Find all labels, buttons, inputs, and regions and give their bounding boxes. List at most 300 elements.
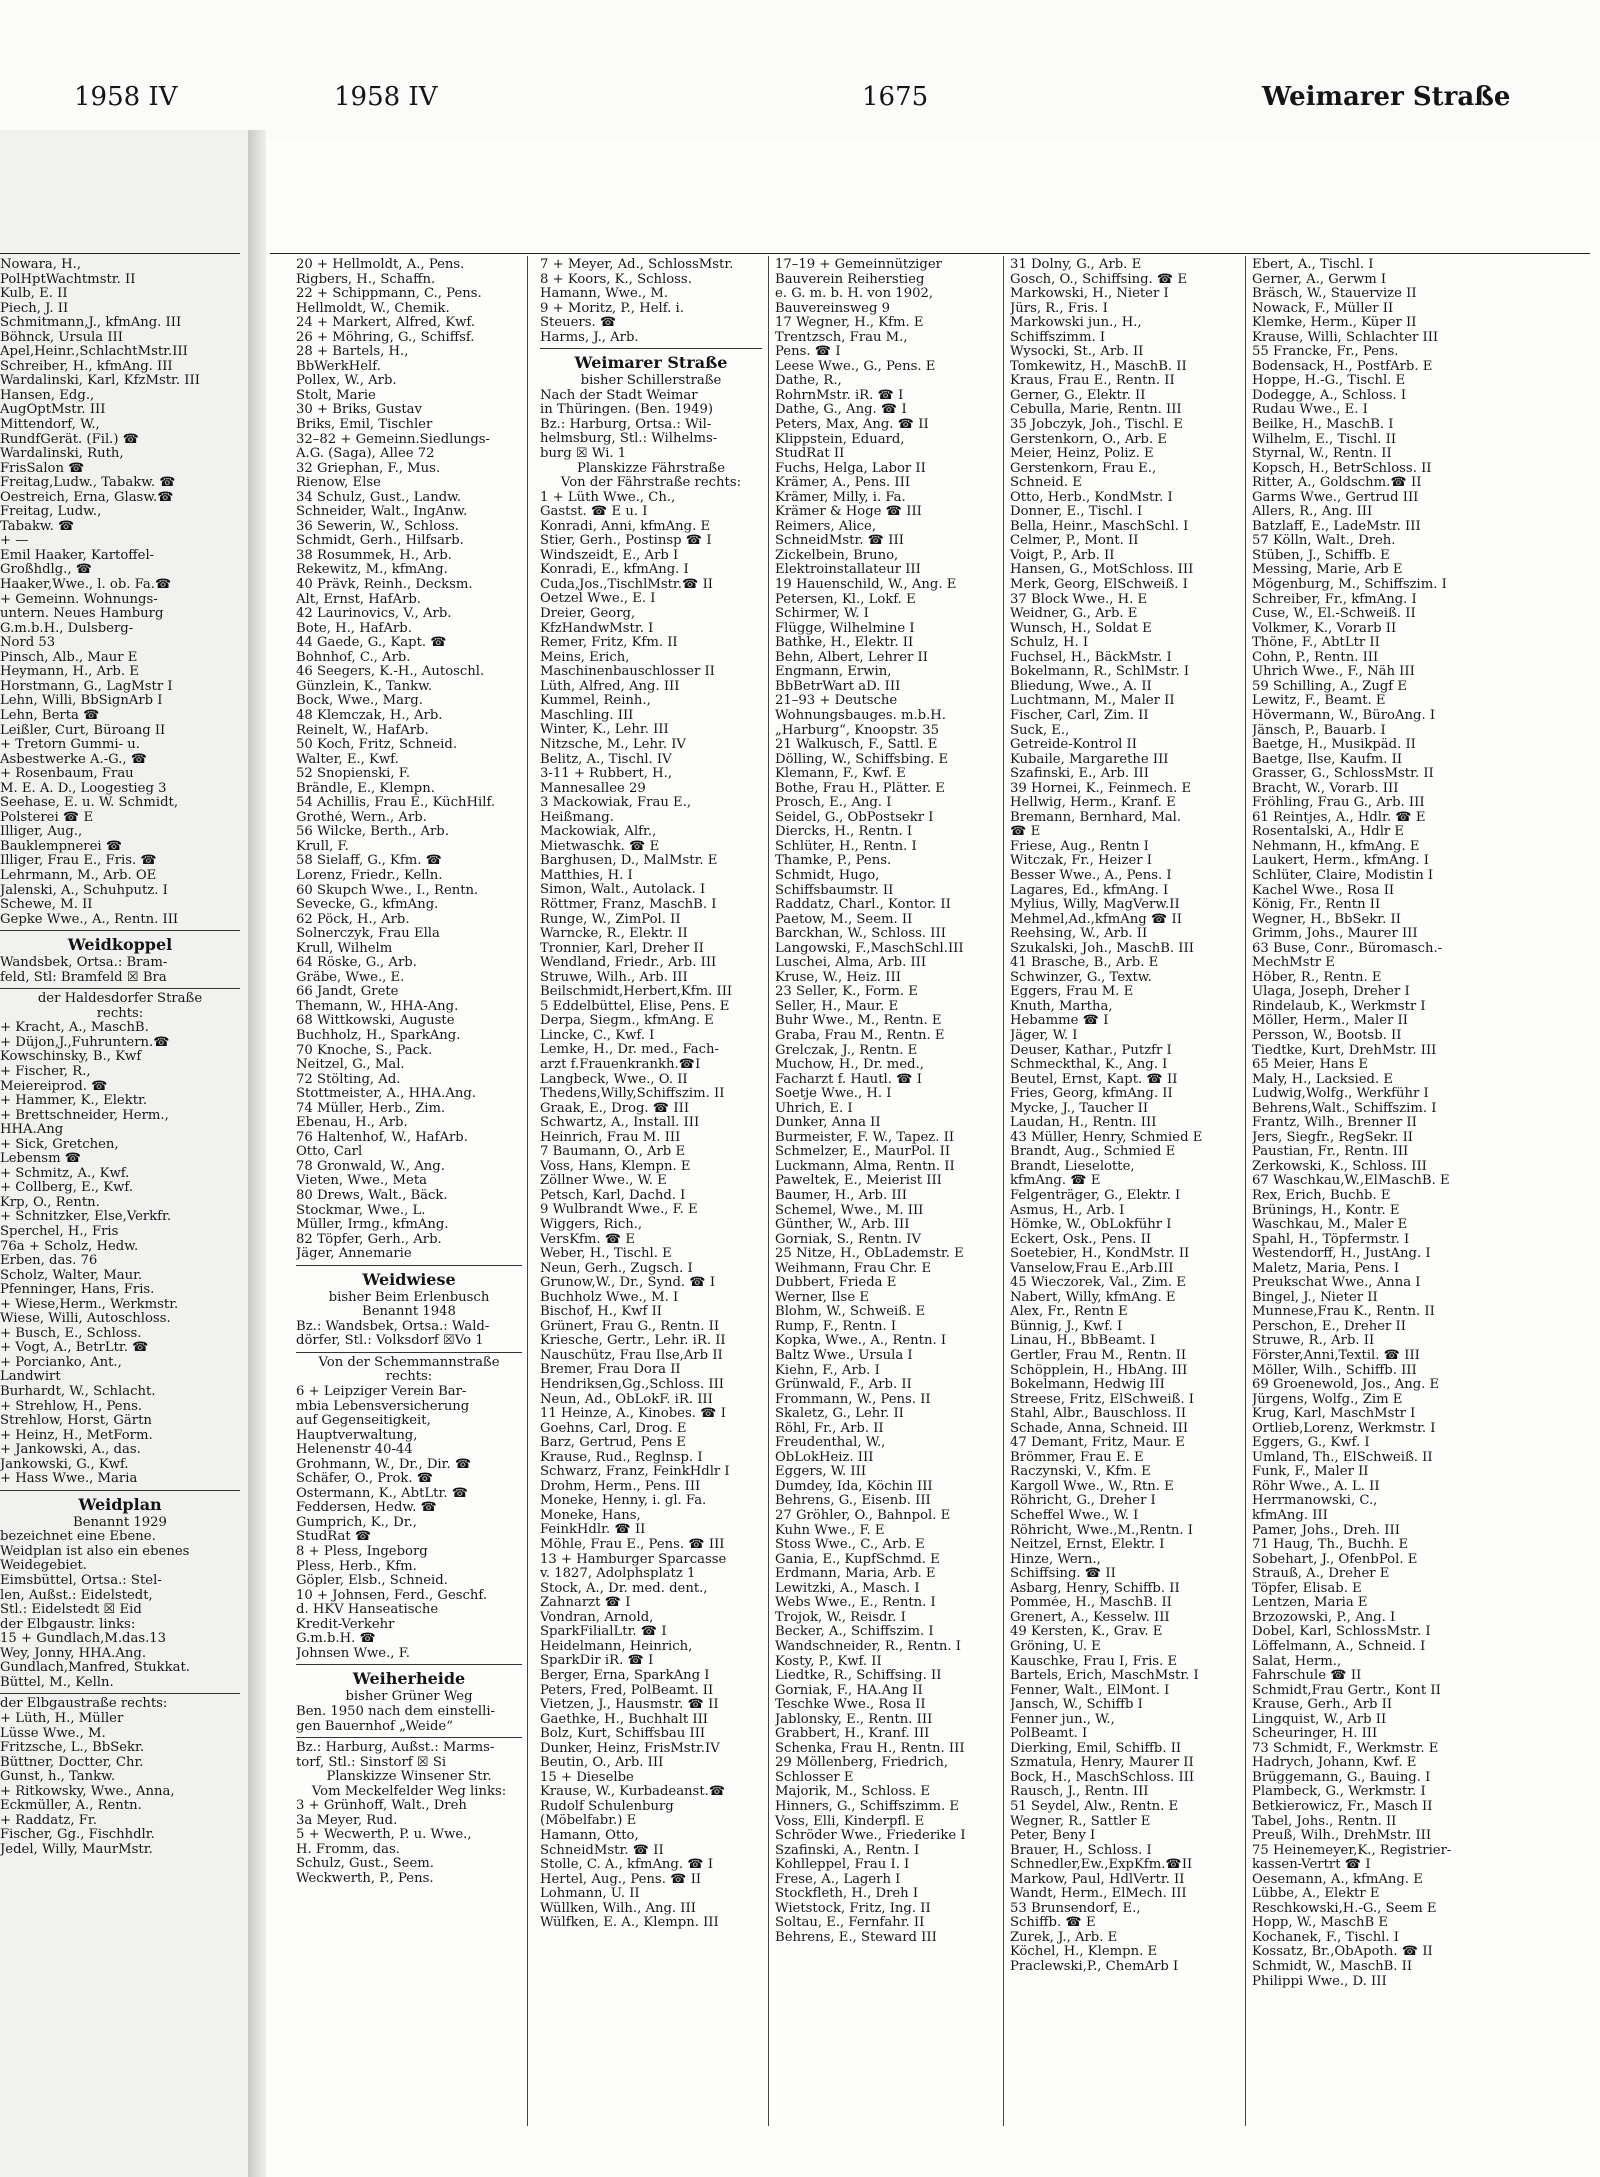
directory-entry: Gunst, h., Tankw. xyxy=(0,1770,116,1785)
directory-entry: + Lüth, H., Müller xyxy=(0,1711,124,1726)
directory-entry: 65 Meier, Hans E xyxy=(1252,1058,1368,1073)
directory-entry: + Busch, E., Schloss. xyxy=(0,1326,142,1341)
directory-entry: Oesemann, A., kfmAng. E xyxy=(1252,1872,1423,1887)
directory-entry: 28 + Bartels, H., xyxy=(296,345,409,360)
directory-entry: 69 Groenewold, Jos., Ang. E xyxy=(1252,1378,1440,1393)
directory-entry: 66 Jandt, Grete xyxy=(296,985,399,1000)
section-separator xyxy=(296,1352,522,1353)
directory-entry: SchneidMstr. ☎ II xyxy=(540,1843,664,1858)
directory-entry: Krause, Gerh., Arb II xyxy=(1252,1698,1393,1713)
page-number: 1675 xyxy=(862,82,929,112)
directory-entry: len, Außst.: Eidelstedt, xyxy=(0,1588,153,1603)
directory-entry: 78 Gronwald, W., Ang. xyxy=(296,1159,445,1174)
directory-entry: Messing, Marie, Arb E xyxy=(1252,563,1403,578)
directory-entry: Lehn, Berta ☎ xyxy=(0,708,100,723)
directory-entry: Styrnal, W., Rentn. II xyxy=(1252,447,1392,462)
directory-entry: Szafinski, A., Rentn. I xyxy=(775,1843,920,1858)
directory-entry: + Sick, Gretchen, xyxy=(0,1137,119,1152)
directory-entry: Ebert, A., Tischl. I xyxy=(1252,258,1374,272)
directory-entry: Petsch, Karl, Dachd. I xyxy=(540,1188,686,1203)
directory-entry: 15 + Dieselbe xyxy=(540,1770,634,1785)
directory-entry: Stl.: Eidelstedt ☒ Eid xyxy=(0,1603,142,1618)
directory-entry: Kriesche, Gertr., Lehr. iR. II xyxy=(540,1334,726,1349)
directory-entry: Schewe, M. II xyxy=(0,898,93,913)
directory-entry: Müller, Irmg., kfmAng. xyxy=(296,1218,449,1233)
directory-entry: Nowack, F., Müller II xyxy=(1252,301,1394,316)
directory-entry: Wendland, Friedr., Arb. III xyxy=(540,956,717,971)
directory-entry: Volkmer, K., Vorarb II xyxy=(1252,621,1397,636)
directory-entry: kassen-Vertrt ☎ I xyxy=(1252,1858,1371,1873)
directory-entry: Deuser, Kathar., Putzfr I xyxy=(1010,1043,1172,1058)
directory-entry: Hellmoldt, W., Chemik. xyxy=(296,301,450,316)
directory-entry: Gerstenkorn, Frau E., xyxy=(1010,461,1157,476)
directory-entry: Göpler, Elsb., Schneid. xyxy=(296,1574,448,1589)
directory-entry: Maletz, Maria, Pens. I xyxy=(1252,1261,1400,1276)
directory-entry: Lewitz, F., Beamt. E xyxy=(1252,694,1386,709)
directory-entry: Leese Wwe., G., Pens. E xyxy=(775,359,936,374)
directory-entry: Schöpplein, H., HbAng. III xyxy=(1010,1363,1188,1378)
directory-entry: Lagares, Ed., kfmAng. I xyxy=(1010,883,1169,898)
directory-entry: Schmitmann,J., kfmAng. III xyxy=(0,316,182,331)
directory-entry: Fischer, Carl, Zim. II xyxy=(1010,708,1149,723)
directory-entry: Gerner, G., Elektr. II xyxy=(1010,388,1146,403)
directory-entry: Walter, E., Kwf. xyxy=(296,752,399,767)
column-rule xyxy=(1245,256,1246,2126)
directory-entry: Dubbert, Frieda E xyxy=(775,1276,897,1291)
directory-entry: + Hammer, K., Elektr. xyxy=(0,1094,148,1109)
directory-entry: Raddatz, Charl., Kontor. II xyxy=(775,898,951,913)
directory-entry: Ritter, A., Goldschm.☎ II xyxy=(1252,476,1422,491)
directory-entry: Hansen, Edg., xyxy=(0,388,95,403)
directory-entry: Bz.: Harburg, Ortsa.: Wil- xyxy=(540,417,712,432)
directory-entry: Kauschke, Frau I, Fris. E xyxy=(1010,1654,1178,1669)
directory-entry: Schade, Anna, Schneid. III xyxy=(1010,1421,1189,1436)
directory-entry: Waschkau, M., Maler E xyxy=(1252,1218,1408,1233)
directory-entry: Illiger, Aug., xyxy=(0,825,83,840)
directory-entry: BbBetrWart aD. III xyxy=(775,679,901,694)
directory-entry: Tabel, Johs., Rentn. II xyxy=(1252,1814,1397,1829)
directory-entry: Dierking, Emil, Schiffb. II xyxy=(1010,1741,1182,1756)
directory-entry: Simon, Walt., Autolack. I xyxy=(540,883,706,898)
directory-entry: Röhricht, G., Dreher I xyxy=(1010,1494,1156,1509)
directory-entry: Pfenninger, Hans, Fris. xyxy=(0,1283,155,1298)
directory-entry: Weber, H., Tischl. E xyxy=(540,1247,672,1262)
directory-entry: 3-11 + Rubbert, H., xyxy=(540,767,673,782)
directory-entry: 62 Pöck, H., Arb. xyxy=(296,912,410,927)
directory-entry: Klemann, F., Kwf. E xyxy=(775,767,906,782)
directory-entry: Krull, F. xyxy=(296,839,349,854)
directory-entry: Fuchsel, H., BäckMstr. I xyxy=(1010,650,1172,665)
directory-entry: Weidplan ist also ein ebenes xyxy=(0,1544,190,1559)
directory-entry: 5 Eddelbüttel, Elise, Pens. E xyxy=(540,999,730,1014)
street-heading: Weidwiese xyxy=(362,1269,456,1289)
directory-entry: Wietstock, Fritz, Ing. II xyxy=(775,1901,931,1916)
directory-entry: Luschei, Alma, Arb. III xyxy=(775,956,927,971)
directory-entry: Derpa, Siegm., kfmAng. E xyxy=(540,1014,714,1029)
directory-entry: Allers, R., Ang. III xyxy=(1252,505,1373,520)
directory-entry: 74 Müller, Herb., Zim. xyxy=(296,1101,446,1116)
directory-entry: + Heinz, H., MetForm. xyxy=(0,1428,153,1443)
directory-entry: Ostermann, K., AbtLtr. ☎ xyxy=(296,1486,469,1501)
directory-entry: Asbestwerke A.-G., ☎ xyxy=(0,752,148,767)
directory-entry: 34 Schulz, Gust., Landw. xyxy=(296,490,462,505)
directory-entry: Bodensack, H., PostfArb. E xyxy=(1252,359,1433,374)
directory-entry: 40 Prävk, Reinh., Decksm. xyxy=(296,578,473,593)
directory-entry: G.m.b.H., Dulsberg- xyxy=(0,621,134,636)
directory-entry: der Elbgaustr. links: xyxy=(0,1617,136,1632)
directory-entry: Schmidt, Gerh., Hilfsarb. xyxy=(296,534,464,549)
directory-entry: Diercks, H., Rentn. I xyxy=(775,825,913,840)
directory-entry: Schwinzer, G., Textw. xyxy=(1010,970,1152,985)
directory-entry: M. E. A. D., Loogestieg 3 xyxy=(0,781,167,796)
directory-entry: Hömke, W., ObLokführ I xyxy=(1010,1218,1172,1233)
directory-entry: StudRat II xyxy=(775,447,845,462)
directory-entry: 64 Röske, G., Arb. xyxy=(296,956,417,971)
directory-entry: Mietwaschk. ☎ E xyxy=(540,839,660,854)
directory-entry: Reschkowski,H.-G., Seem E xyxy=(1252,1901,1437,1916)
directory-entry: 63 Buse, Conr., Büromasch.- xyxy=(1252,941,1443,956)
header-rule xyxy=(270,253,1590,254)
directory-entry: Gerner, A., Gerwm I xyxy=(1252,272,1387,287)
directory-entry: Wohnungsbauges. m.b.H. xyxy=(775,708,946,723)
section-separator xyxy=(0,1693,240,1694)
directory-entry: Facharzt f. Hautl. ☎ I xyxy=(775,1072,922,1087)
directory-entry: Harms, J., Arb. xyxy=(540,330,639,345)
street-heading: Weimarer Straße xyxy=(574,353,728,373)
section-separator xyxy=(0,1490,240,1491)
directory-entry: Grunow,W., Dr., Synd. ☎ I xyxy=(540,1276,716,1291)
directory-entry: Bräsch, W., Stauervize II xyxy=(1252,287,1417,302)
directory-entry: helmsburg, Stl.: Wilhelms- xyxy=(540,432,718,447)
directory-entry: Kiehn, F., Arb. I xyxy=(775,1363,880,1378)
directory-entry: Pinsch, Alb., Maur E xyxy=(0,650,138,665)
directory-entry: Kummel, Reinh., xyxy=(540,694,651,709)
directory-entry: Uhrich, E. I xyxy=(775,1101,853,1116)
directory-entry: Elektroinstallateur III xyxy=(775,563,921,578)
directory-entry: Getreide-Kontrol II xyxy=(1010,738,1137,753)
directory-entry: Weckwerth, P., Pens. xyxy=(296,1871,434,1886)
directory-entry: Hövermann, W., BüroAng. I xyxy=(1252,708,1436,723)
directory-entry: Wilhelm, E., Tischl. II xyxy=(1252,432,1397,447)
directory-entry: 21–93 + Deutsche xyxy=(775,694,898,709)
right-page-header: 1958 IV xyxy=(334,82,438,112)
directory-entry: Cebulla, Marie, Rentn. III xyxy=(1010,403,1182,418)
directory-entry: Wegner, H., BbSekr. II xyxy=(1252,912,1401,927)
directory-entry: + Tretorn Gummi- u. xyxy=(0,738,140,753)
directory-entry: PolBeamt. I xyxy=(1010,1727,1088,1742)
section-separator xyxy=(296,1737,522,1738)
directory-entry: Oetzel Wwe., E. I xyxy=(540,592,656,607)
directory-entry: Leißler, Curt, Büroang II xyxy=(0,723,166,738)
directory-entry: 17 Wegner, H., Kfm. E xyxy=(775,316,924,331)
directory-entry: Kubaile, Margarethe III xyxy=(1010,752,1169,767)
left-page-header: 1958 IV xyxy=(74,82,178,112)
directory-entry: 39 Hornei, K., Feinmech. E xyxy=(1010,781,1192,796)
directory-entry: Konradi, Anni, kfmAng. E xyxy=(540,519,711,534)
directory-entry: Kargoll Wwe., W., Rtn. E xyxy=(1010,1479,1174,1494)
directory-entry: Dumdey, Ida, Köchin III xyxy=(775,1479,933,1494)
directory-entry: 70 Knoche, S., Pack. xyxy=(296,1043,433,1058)
directory-entry: Rienow, Else xyxy=(296,476,381,491)
directory-entry: 23 Seller, K., Form. E xyxy=(775,985,918,1000)
directory-entry: Hoppe, H.-G., Tischl. E xyxy=(1252,374,1406,389)
directory-entry: Sevecke, G., kfmAng. xyxy=(296,898,439,913)
directory-column-3 xyxy=(775,258,997,1945)
directory-entry: Dodegge, A., Schloss. I xyxy=(1252,388,1407,403)
directory-entry: Raczynski, V., Kfm. E xyxy=(1010,1465,1151,1480)
directory-entry: Freudenthal, W., xyxy=(775,1436,886,1451)
directory-entry: (Möbelfabr.) E xyxy=(540,1814,637,1829)
directory-entry: Pens. ☎ I xyxy=(775,345,841,360)
directory-entry: 37 Block Wwe., H. E xyxy=(1010,592,1148,607)
directory-entry: Jäger, Annemarie xyxy=(296,1247,412,1262)
directory-entry: Wandt, Herm., ElMech. III xyxy=(1010,1887,1187,1902)
directory-entry: Fröhling, Frau G., Arb. III xyxy=(1252,796,1425,811)
directory-entry: Stolt, Marie xyxy=(296,388,376,403)
directory-entry: + Jankowski, A., das. xyxy=(0,1443,141,1458)
directory-entry: Jäger, W. I xyxy=(1010,1028,1078,1043)
directory-entry: Thamke, P., Pens. xyxy=(775,854,892,869)
directory-entry: Fries, Georg, kfmAng. II xyxy=(1010,1087,1173,1102)
directory-entry: Gröning, U. E xyxy=(1010,1639,1101,1654)
directory-entry: Klemke, Herm., Küper II xyxy=(1252,316,1417,331)
directory-entry: untern. Neues Hamburg xyxy=(0,607,164,622)
directory-entry: + Collberg, E., Kwf. xyxy=(0,1181,134,1196)
directory-entry: Nabert, Willy, kfmAng. E xyxy=(1010,1290,1176,1305)
directory-entry: Sperchel, H., Fris xyxy=(0,1225,119,1239)
directory-entry: Kossatz, Br.,ObApoth. ☎ II xyxy=(1252,1945,1433,1960)
directory-entry: Paetow, M., Seem. II xyxy=(775,912,913,927)
directory-entry: Sobehart, J., OfenbPol. E xyxy=(1252,1552,1418,1567)
directory-entry: Bock, Wwe., Marg. xyxy=(296,694,423,709)
directory-entry: Betkierowicz, Fr., Masch II xyxy=(1252,1799,1433,1814)
directory-entry: 19 Hauenschild, W., Ang. E xyxy=(775,578,957,593)
directory-entry: 31 Dolny, G., Arb. E xyxy=(1010,258,1142,272)
directory-entry: Paweltek, E., Meierist III xyxy=(775,1174,942,1189)
centered-note: Planskizze Fährstraße xyxy=(576,461,726,476)
directory-column-4 xyxy=(1010,258,1240,1975)
directory-entry: Neitzel, G., Mal. xyxy=(296,1058,405,1073)
directory-entry: dörfer, Stl.: Volksdorf ☒Vo 1 xyxy=(296,1334,484,1349)
directory-entry: 54 Achillis, Frau E., KüchHilf. xyxy=(296,796,496,811)
directory-entry: Apel,Heinr.,SchlachtMstr.III xyxy=(0,345,188,360)
directory-entry: 36 Sewerin, W., Schloss. xyxy=(296,519,459,534)
directory-entry: 50 Koch, Fritz, Schneid. xyxy=(296,738,458,753)
directory-entry: Röhricht, Wwe.,M.,Rentn. I xyxy=(1010,1523,1193,1538)
directory-entry: 8 + Koors, K., Schloss. xyxy=(540,272,692,287)
directory-entry: Fenner, Walt., ElMont. I xyxy=(1010,1683,1170,1698)
directory-entry: Kruse, W., Heiz. III xyxy=(775,970,901,985)
directory-entry: Umland, Th., ElSchweiß. II xyxy=(1252,1450,1433,1465)
directory-entry: Böhnck, Ursula III xyxy=(0,330,123,345)
directory-entry: Günther, W., Arb. III xyxy=(775,1218,910,1233)
directory-entry: Alt, Ernst, HafArb. xyxy=(296,592,422,607)
directory-entry: Freitag, Ludw., xyxy=(0,505,102,520)
directory-entry: Reehsing, W., Arb. II xyxy=(1010,927,1148,942)
directory-entry: 20 + Hellmoldt, A., Pens. xyxy=(296,258,465,272)
directory-entry: Bothe, Frau H., Plätter. E xyxy=(775,781,945,796)
directory-entry: 7 Baumann, O., Arb E xyxy=(540,1145,686,1160)
directory-entry: Gerstenkorn, O., Arb. E xyxy=(1010,432,1168,447)
centered-note: bisher Grüner Weg xyxy=(345,1690,473,1705)
directory-entry: Wandsbek, Ortsa.: Bram- xyxy=(0,956,168,971)
directory-entry: Pamer, Johs., Dreh. III xyxy=(1252,1523,1400,1538)
directory-entry: Eimsbüttel, Ortsa.: Stel- xyxy=(0,1574,162,1589)
directory-entry: Schlosser E xyxy=(775,1770,854,1785)
directory-entry: + Schnitzker, Else,Verkfr. xyxy=(0,1210,172,1225)
directory-entry: Nowara, H., xyxy=(0,258,82,272)
directory-entry: Jalenski, A., Schuhputz. I xyxy=(0,883,168,898)
directory-entry: Gania, E., KupfSchmd. E xyxy=(775,1552,940,1567)
directory-entry: Möhle, Frau E., Pens. ☎ III xyxy=(540,1538,725,1553)
directory-entry: Krause, W., Kurbadeanst.☎ xyxy=(540,1785,726,1800)
directory-entry: Flügge, Wilhelmine I xyxy=(775,621,915,636)
directory-entry: Lüth, Alfred, Ang. III xyxy=(540,679,680,694)
directory-entry: Eggers, Frau M. E xyxy=(1010,985,1134,1000)
directory-entry: Wiggers, Rich., xyxy=(540,1218,643,1232)
directory-entry: Eckert, Osk., Pens. II xyxy=(1010,1232,1152,1247)
directory-entry: Möller, Herm., Maler II xyxy=(1252,1014,1408,1029)
centered-note: Planskizze Winsener Str. xyxy=(326,1770,492,1785)
directory-entry: Lehn, Willi, BbSignArb I xyxy=(0,694,163,709)
directory-entry: + Raddatz, Fr. xyxy=(0,1813,97,1828)
directory-entry: H. Fromm, das. xyxy=(296,1842,400,1857)
directory-entry: Bauklempnerei ☎ xyxy=(0,839,123,854)
directory-entry: Hopp, W., MaschB E xyxy=(1252,1916,1389,1931)
directory-entry: Langowski, F.,MaschSchl.III xyxy=(775,941,964,956)
directory-entry: Luckmann, Alma, Rentn. II xyxy=(775,1159,955,1174)
directory-entry: Büttel, M., Kelln. xyxy=(0,1675,114,1690)
directory-entry: Meier, Heinz, Poliz. E xyxy=(1010,447,1154,462)
directory-entry: Schreiber, H., kfmAng. III xyxy=(0,359,173,374)
directory-entry: Eggers, W. III xyxy=(775,1465,867,1480)
directory-entry: Dobel, Karl, SchlossMstr. I xyxy=(1252,1625,1431,1640)
directory-entry: Grenert, A., Kesselw. III xyxy=(1010,1610,1170,1625)
directory-entry: Remer, Fritz, Kfm. II xyxy=(540,636,678,651)
directory-entry: Schiffb. ☎ E xyxy=(1010,1916,1096,1931)
directory-entry: Gepke Wwe., A., Rentn. III xyxy=(0,912,179,927)
directory-entry: Bischof, H., Kwf II xyxy=(540,1305,662,1320)
directory-entry: Ben. 1950 nach dem einstelli- xyxy=(296,1704,495,1719)
directory-entry: + Vogt, A., BetrLtr. ☎ xyxy=(0,1341,149,1356)
directory-entry: Lehrmann, M., Arb. OE xyxy=(0,868,157,883)
directory-entry: Solnerczyk, Frau Ella xyxy=(296,927,440,942)
directory-entry: Spahl, H., Töpfermstr. I xyxy=(1252,1232,1410,1247)
directory-entry: Warncke, R., Elektr. II xyxy=(540,927,688,942)
directory-entry: Szmatula, Henry, Maurer II xyxy=(1010,1756,1194,1771)
directory-entry: König, Fr., Rentn II xyxy=(1252,898,1381,913)
directory-entry: Nord 53 xyxy=(0,636,56,651)
directory-entry: Langbeck, Wwe., O. II xyxy=(540,1072,688,1087)
directory-entry: Gundlach,Manfred, Stukkat. xyxy=(0,1661,190,1676)
directory-entry: Rump, F., Rentn. I xyxy=(775,1319,897,1334)
directory-entry: 80 Drews, Walt., Bäck. xyxy=(296,1189,448,1203)
directory-entry: + Gemeinn. Wohnungs- xyxy=(0,592,158,607)
directory-entry: + Brettschneider, Herm., xyxy=(0,1108,169,1123)
directory-entry: Höber, R., Rentn. E xyxy=(1252,970,1382,985)
directory-entry: 46 Seegers, K.-H., Autoschl. xyxy=(296,665,485,680)
directory-entry: HHA.Ang xyxy=(0,1123,64,1138)
directory-entry: Hansen, G., MotSchloss. III xyxy=(1010,563,1194,578)
directory-entry: Graba, Frau M., Rentn. E xyxy=(775,1028,945,1043)
directory-entry: 25 Nitze, H., ObLademstr. E xyxy=(775,1247,964,1262)
directory-entry: Bolz, Kurt, Schiffsbau III xyxy=(540,1727,706,1742)
directory-entry: Strehlow, Horst, Gärtn xyxy=(0,1414,152,1429)
directory-entry: 15 + Gundlach,M.das.13 xyxy=(0,1632,167,1647)
directory-entry: SchneidMstr. ☎ III xyxy=(775,534,904,549)
directory-entry: Otto, Herb., KondMstr. I xyxy=(1010,490,1173,505)
directory-entry: Stock, A., Dr. med. dent., xyxy=(540,1581,708,1596)
directory-entry: Heidelmann, Heinrich, xyxy=(540,1639,693,1654)
directory-entry: Barckhan, W., Schloss. III xyxy=(775,927,946,942)
directory-entry: Garms Wwe., Gertrud III xyxy=(1252,490,1419,505)
directory-entry: 49 Kersten, K., Grav. E xyxy=(1010,1625,1163,1640)
directory-entry: der Elbgaustraße rechts: xyxy=(0,1697,168,1712)
directory-entry: Bünnig, J., Kwf. I xyxy=(1010,1319,1123,1334)
directory-entry: Muchow, H., Dr. med., xyxy=(775,1058,924,1073)
directory-entry: + — xyxy=(0,534,29,549)
directory-entry: 42 Laurinovics, V., Arb. xyxy=(296,607,452,622)
directory-entry: Freitag,Ludw., Tabakw. ☎ xyxy=(0,476,176,491)
directory-entry: 13 + Hamburger Sparcasse xyxy=(540,1552,727,1567)
directory-entry: Kuhn Wwe., F. E xyxy=(775,1523,885,1538)
directory-entry: 1 + Lüth Wwe., Ch., xyxy=(540,490,676,505)
directory-entry: Lewitzki, A., Masch. I xyxy=(775,1581,920,1596)
centered-note: rechts: xyxy=(96,1006,144,1021)
directory-entry: Asmus, H., Arb. I xyxy=(1010,1203,1125,1218)
directory-entry: + Düjon,J.,Fuhruntern.☎ xyxy=(0,1035,170,1050)
directory-entry: Baumer, H., Arb. III xyxy=(775,1189,907,1203)
directory-entry: Pollex, W., Arb. xyxy=(296,374,397,389)
left-header-rule xyxy=(0,253,240,254)
centered-note: bisher Beim Erlenbusch xyxy=(328,1290,490,1305)
directory-column-5 xyxy=(1252,258,1474,1989)
directory-entry: Grabbert, H., Kranf. III xyxy=(775,1727,930,1742)
directory-entry: 72 Stölting, Ad. xyxy=(296,1072,401,1087)
directory-entry: Grohmann, W., Dr., Dir. ☎ xyxy=(296,1457,472,1472)
directory-entry: Krämer & Hoge ☎ III xyxy=(775,505,922,520)
section-separator xyxy=(296,1265,522,1266)
centered-note: Benannt 1929 xyxy=(73,1515,167,1530)
directory-entry: + Wiese,Herm., Werkmstr. xyxy=(0,1297,179,1312)
directory-entry: Preuß, Wilh., DrehMstr. III xyxy=(1252,1829,1432,1844)
directory-entry: + Ritkowsky, Wwe., Anna, xyxy=(0,1784,175,1799)
directory-entry: Landwirt xyxy=(0,1370,61,1385)
directory-entry: mbia Lebensversicherung xyxy=(296,1399,470,1414)
directory-entry: VersKfm. ☎ E xyxy=(540,1232,636,1247)
centered-note: Von der Fährstraße rechts: xyxy=(560,476,742,491)
directory-entry: Strauß, A., Dreher E xyxy=(1252,1567,1390,1582)
directory-entry: Schemel, Wwe., M. III xyxy=(775,1203,924,1218)
page-header xyxy=(0,82,1600,122)
directory-entry: 57 Kölln, Walt., Dreh. xyxy=(1252,534,1396,549)
directory-entry: ☎ E xyxy=(1010,825,1041,840)
directory-entry: Oestreich, Erna, Glasw.☎ xyxy=(0,490,174,505)
directory-entry: Gosch, O., Schiffsing. ☎ E xyxy=(1010,272,1188,287)
directory-entry: Jänsch, P., Bauarb. I xyxy=(1252,723,1386,738)
directory-entry: AugOptMstr. III xyxy=(0,403,106,418)
directory-entry: Windszeidt, E., Arb I xyxy=(540,548,679,563)
directory-entry: Lemke, H., Dr. med., Fach- xyxy=(540,1043,719,1058)
street-heading: Weidkoppel xyxy=(67,935,173,955)
directory-entry: 44 Gaede, G., Kapt. ☎ xyxy=(296,636,447,651)
directory-entry: Nach der Stadt Weimar xyxy=(540,388,698,403)
street-heading: Weidplan xyxy=(78,1494,162,1514)
directory-entry: Jedel, Willy, MaurMstr. xyxy=(0,1842,153,1857)
directory-entry: Frantz, Wilh., Brenner II xyxy=(1252,1116,1417,1131)
directory-entry: Ebenau, H., Arb. xyxy=(296,1116,408,1131)
directory-entry: 3 Mackowiak, Frau E., xyxy=(540,796,692,811)
